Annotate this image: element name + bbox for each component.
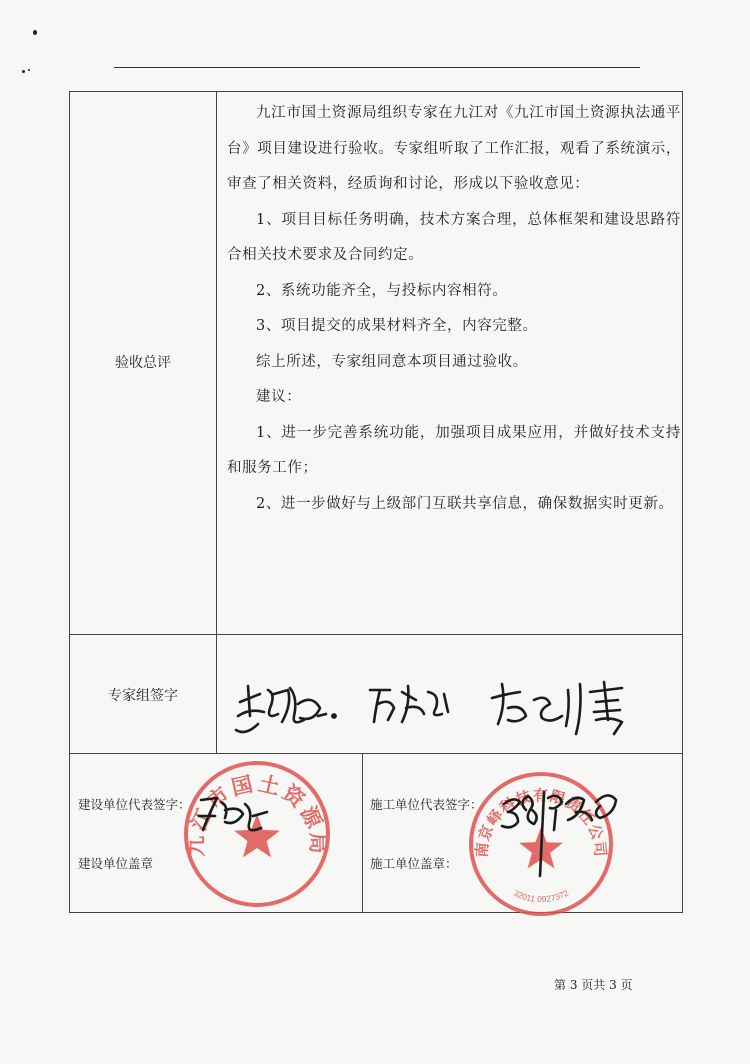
review-paragraph: 1、进一步完善系统功能，加强项目成果应用，并做好技术支持和服务工作； bbox=[227, 424, 681, 476]
builder-rep-label: 建设单位代表签字： bbox=[78, 797, 191, 812]
contractor-rep-signature bbox=[496, 780, 626, 880]
builder-seal-label: 建设单位盖章 bbox=[78, 856, 154, 871]
contractor-rep-label: 施工单位代表签字： bbox=[370, 797, 483, 812]
review-paragraph: 2、进一步做好与上级部门互联共享信息，确保数据实时更新。 bbox=[256, 495, 674, 512]
expert-signature-1 bbox=[236, 686, 336, 732]
row-divider bbox=[70, 634, 682, 635]
contractor-seal-text: 南京峄科技有限责任公司 bbox=[474, 788, 608, 859]
review-paragraph: 建议： bbox=[256, 389, 302, 405]
header-rule bbox=[114, 67, 640, 68]
column-divider bbox=[216, 92, 217, 754]
review-paragraph: 九江市国土资源局组织专家在九江对《九江市国土资源执法通平台》项目建设进行验收。专家组听取了工作汇报，观看了系统演示，审查了相关资料，经质询和讨论，形成以下验收意见： bbox=[227, 105, 681, 192]
scan-speck bbox=[28, 69, 30, 71]
expert-signatures bbox=[230, 664, 670, 744]
review-paragraph: 1、项目目标任务明确，技术方案合理，总体框架和建设思路符合相关技术要求及合同约定。 bbox=[227, 211, 681, 263]
column-divider bbox=[362, 753, 363, 913]
review-paragraph: 2、系统功能齐全，与投标内容相符。 bbox=[256, 282, 508, 299]
contractor-seal-label: 施工单位盖章： bbox=[370, 856, 458, 871]
review-paragraph: 3、项目提交的成果材料齐全，内容完整。 bbox=[256, 318, 538, 334]
builder-rep-signature bbox=[195, 790, 275, 840]
review-paragraph: 综上所述，专家组同意本项目通过验收。 bbox=[256, 353, 528, 370]
row-divider bbox=[70, 753, 682, 754]
page-number: 第 3 页共 3 页 bbox=[554, 978, 633, 992]
expert-signature-label: 专家组签字 bbox=[108, 688, 178, 704]
contractor-seal-code: 32011 0927372 bbox=[511, 887, 571, 905]
expert-signature-3 bbox=[492, 682, 622, 734]
review-label: 验收总评 bbox=[115, 355, 171, 371]
svg-text:32011 0927372 bbox=[512, 888, 570, 905]
scan-speck bbox=[22, 70, 25, 73]
scan-speck bbox=[33, 30, 37, 35]
builder-seal-text: 九江市国土资源局 bbox=[183, 771, 331, 857]
review-content bbox=[227, 96, 681, 522]
expert-signature-2 bbox=[370, 686, 448, 722]
